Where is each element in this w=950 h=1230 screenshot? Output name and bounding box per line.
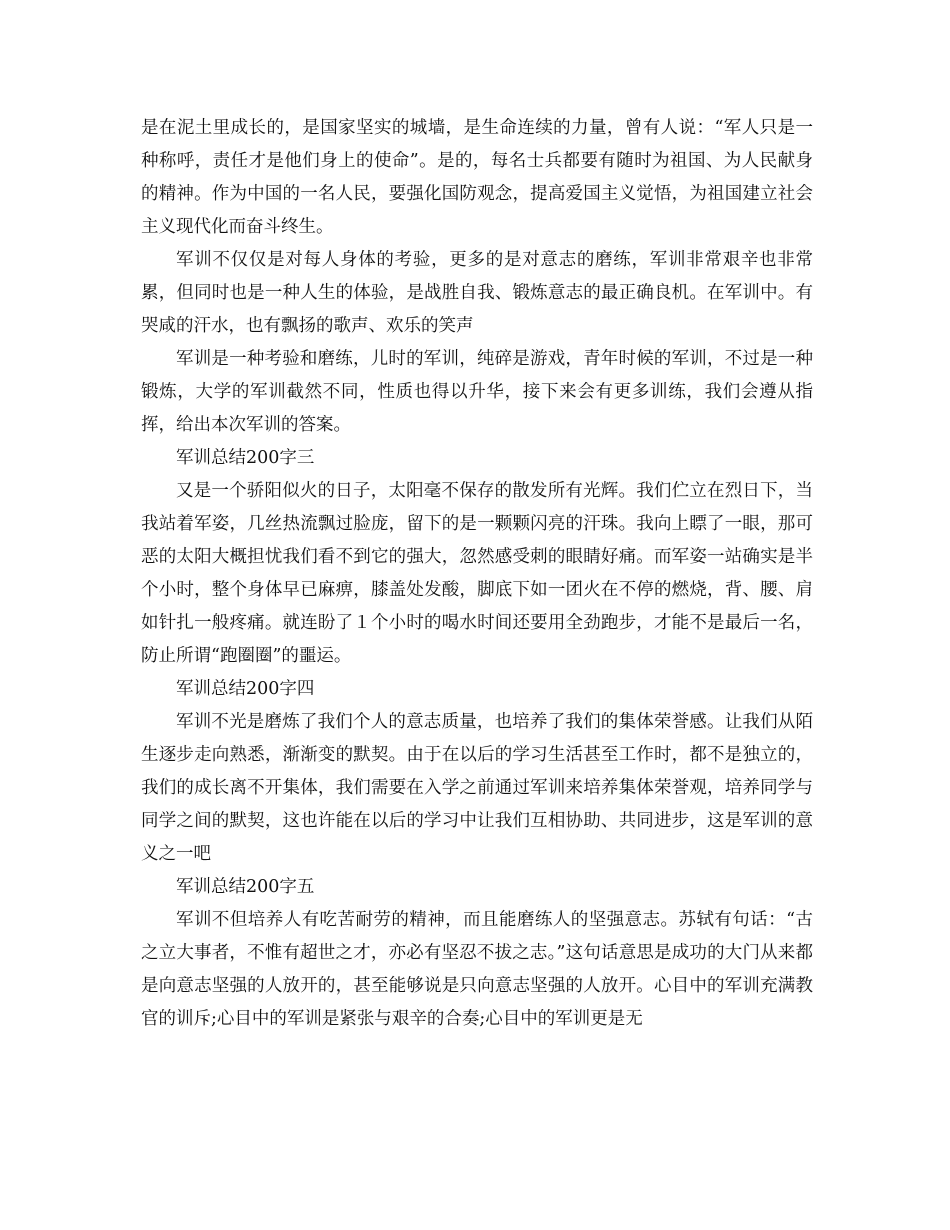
paragraph: 军训是一种考验和磨练，儿时的军训，纯碎是游戏，青年时候的军训，不过是一种锻炼，大学的军训截然不同，性质也得以升华，接下来会有更多训练，我们会遵从指挥，给出本次军训的答案。 — [141, 349, 813, 435]
paragraph: 军训不光是磨炼了我们个人的意志质量，也培养了我们的集体荣誉感。让我们从陌生逐步走向熟悉，渐渐变的默契。由于在以后的学习生活甚至工作时，都不是独立的，我们的成长离不开集体，我们需要在入学之前通过军训来培养集体荣誉观，培养同学与同学之间的默契，这也许能在以后的学习中让我们互相协助、共同进步，这是军训的意义之一吧 — [141, 712, 813, 864]
paragraph: 是在泥土里成长的，是国家坚实的城墙，是生命连续的力量，曾有人说：“军人只是一种称呼，责任才是他们身上的使命”。是的，每名士兵都要有随时为祖国、为人民献身的精神。作为中国的一名人民，要强化国防观念，提高爱国主义觉悟，为祖国建立社会主义现代化而奋斗终生。 — [141, 118, 813, 237]
paragraph: 军训不仅仅是对每人身体的考验，更多的是对意志的磨练，军训非常艰辛也非常累，但同时也是一种人生的体验，是战胜自我、锻炼意志的最正确良机。在军训中。有哭咸的汗水，也有飘扬的歌声、欢乐的笑声 — [141, 250, 813, 336]
section-heading: 军训总结200字三 — [176, 448, 315, 468]
paragraph: 军训不但培养人有吃苦耐劳的精神，而且能磨练人的坚强意志。苏轼有句话：“古之立大事者，不惟有超世之才，亦必有坚忍不拔之志。”这句话意思是成功的大门从来都是向意志坚强的人放开的，甚至能够说是只向意志坚强的人放开。心目中的军训充满教官的训斥;心目中的军训是紧张与艰辛的合奏;心目中的军训更是无 — [141, 910, 813, 1029]
section-heading: 军训总结200字五 — [176, 877, 315, 897]
paragraph: 又是一个骄阳似火的日子，太阳毫不保存的散发所有光辉。我们伫立在烈日下，当我站着军姿，几丝热流飘过脸庞，留下的是一颗颗闪亮的汗珠。我向上瞟了一眼，那可恶的太阳大概担忧我们看不到它的强大，忽然感受刺的眼睛好痛。而军姿一站确实是半个小时，整个身体早已麻痹，膝盖处发酸，脚底下如一团火在不停的燃烧，背、腰、肩如针扎一般疼痛。就连盼了１个小时的喝水时间还要用全劲跑步，才能不是最后一名，防止所谓“跑圈圈”的噩运。 — [141, 481, 813, 666]
document-body — [141, 112, 813, 1036]
section-heading: 军训总结200字四 — [176, 679, 315, 699]
